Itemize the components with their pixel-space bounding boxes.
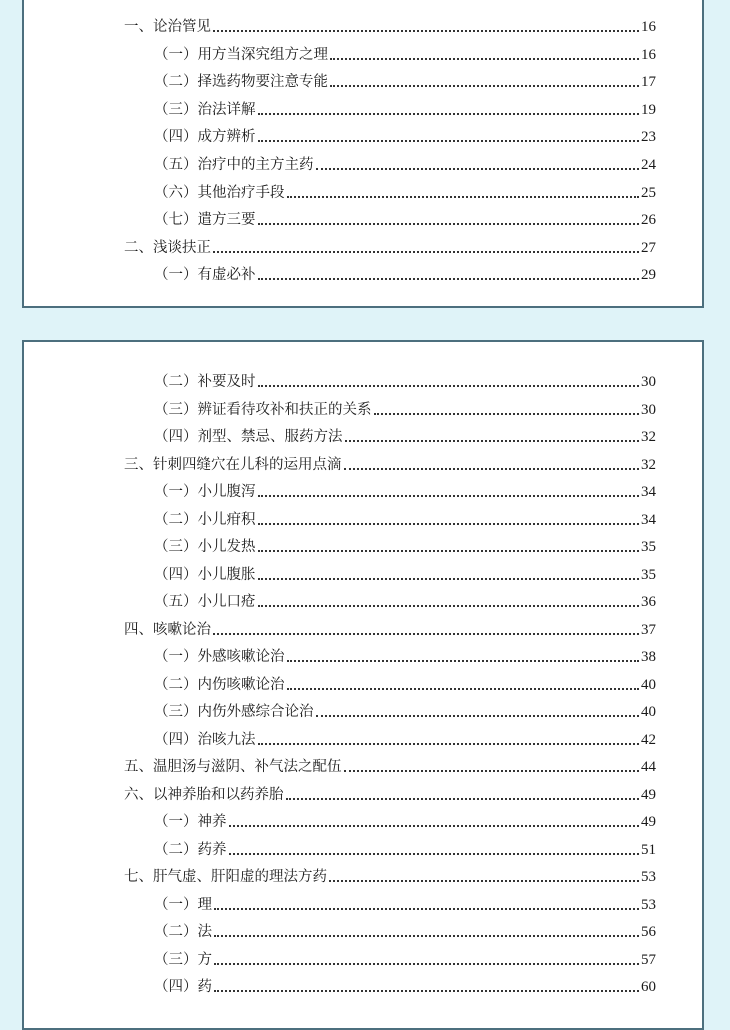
toc-entry-title: 五、温胆汤与滋阴、补气法之配伍 xyxy=(124,759,342,775)
toc-page-number: 19 xyxy=(641,101,656,118)
dot-leader xyxy=(258,495,640,497)
toc-section-entry xyxy=(154,152,656,174)
toc-section-entry xyxy=(154,424,656,446)
toc-entry-title: （一）外感咳嗽论治 xyxy=(154,649,285,665)
dot-leader xyxy=(344,770,640,772)
toc-page-number: 32 xyxy=(641,456,656,473)
toc-section-entry xyxy=(154,207,656,229)
toc-page-number: 35 xyxy=(641,539,656,555)
dot-leader xyxy=(287,688,640,690)
dot-leader xyxy=(214,990,639,992)
toc-page-number: 30 xyxy=(641,401,656,418)
dot-leader xyxy=(229,825,640,827)
toc-section-entry xyxy=(154,672,656,694)
toc-section-entry xyxy=(154,919,656,941)
toc-section-entry xyxy=(154,892,656,914)
toc-entry-title: （四）小儿腹胀 xyxy=(154,566,256,583)
dot-leader xyxy=(258,223,640,225)
toc-page-number: 24 xyxy=(641,157,656,173)
toc-section-entry xyxy=(154,479,656,501)
toc-entry-title: （三）内伤外感综合论治 xyxy=(154,704,314,720)
toc-entry-title: （四）治咳九法 xyxy=(154,731,256,748)
dot-leader xyxy=(229,853,640,855)
dot-leader xyxy=(214,963,639,965)
toc-section-entry xyxy=(154,644,656,666)
toc-chapter-entry xyxy=(124,864,656,886)
toc-section-entry xyxy=(154,837,656,859)
toc-page-number: 38 xyxy=(641,649,656,665)
toc-page-number: 40 xyxy=(641,676,656,693)
dot-leader xyxy=(258,140,640,142)
toc-section-entry xyxy=(154,809,656,831)
toc-page-number: 36 xyxy=(641,594,656,610)
dot-leader xyxy=(374,413,640,415)
toc-panel-top xyxy=(22,0,704,308)
dot-leader xyxy=(316,168,640,170)
toc-entry-title: （一）理 xyxy=(154,896,212,913)
toc-page-number: 53 xyxy=(641,896,656,913)
dot-leader xyxy=(329,880,639,882)
dot-leader xyxy=(258,278,640,280)
toc-page-number: 53 xyxy=(641,869,656,885)
toc-section-entry xyxy=(154,397,656,419)
toc-section-entry xyxy=(154,124,656,146)
toc-page-number: 42 xyxy=(641,731,656,748)
toc-page-number: 26 xyxy=(641,212,656,229)
dot-leader xyxy=(213,30,639,32)
toc-entry-title: （二）小儿疳积 xyxy=(154,511,256,528)
toc-section-entry xyxy=(154,974,656,996)
toc-section-entry xyxy=(154,69,656,91)
toc-section-entry xyxy=(154,727,656,749)
toc-chapter-entry xyxy=(124,235,656,257)
toc-page-number: 40 xyxy=(641,704,656,720)
dot-leader xyxy=(287,660,640,662)
toc-entry-title: （三）方 xyxy=(154,951,212,968)
dot-leader xyxy=(330,58,639,60)
toc-chapter-entry xyxy=(124,617,656,639)
toc-entry-title: （三）小儿发热 xyxy=(154,539,256,555)
toc-page-number: 49 xyxy=(641,814,656,830)
toc-entry-title: （四）药 xyxy=(154,979,212,995)
toc-entry-title: （七）遣方三要 xyxy=(154,212,256,229)
dot-leader xyxy=(214,908,639,910)
toc-entry-title: （一）有虚必补 xyxy=(154,267,256,284)
toc-chapter-entry xyxy=(124,14,656,36)
toc-entry-title: 三、针刺四缝穴在儿科的运用点滴 xyxy=(124,456,342,473)
toc-section-entry xyxy=(154,507,656,529)
toc-entry-title: 七、肝气虚、肝阳虚的理法方药 xyxy=(124,869,327,885)
toc-section-entry xyxy=(154,97,656,119)
toc-page-number: 30 xyxy=(641,374,656,390)
dot-leader xyxy=(316,715,640,717)
toc-page-number: 57 xyxy=(641,951,656,968)
dot-leader xyxy=(286,798,640,800)
toc-section-entry xyxy=(154,699,656,721)
dot-leader xyxy=(258,385,640,387)
dot-leader xyxy=(330,85,639,87)
toc-page-number: 16 xyxy=(641,19,656,35)
toc-entry-title: （四）成方辨析 xyxy=(154,129,256,146)
toc-entry-title: （六）其他治疗手段 xyxy=(154,184,285,201)
toc-entry-title: （五）治疗中的主方主药 xyxy=(154,157,314,173)
dot-leader xyxy=(213,251,639,253)
toc-page-number: 16 xyxy=(641,46,656,63)
toc-section-entry xyxy=(154,42,656,64)
toc-entry-title: （四）剂型、禁忌、服药方法 xyxy=(154,429,343,445)
dot-leader xyxy=(258,113,640,115)
toc-entry-title: （二）药养 xyxy=(154,841,227,858)
toc-page-number: 23 xyxy=(641,129,656,146)
dot-leader xyxy=(258,523,640,525)
toc-section-entry xyxy=(154,534,656,556)
toc-section-entry xyxy=(154,947,656,969)
toc-section-entry xyxy=(154,262,656,284)
dot-leader xyxy=(258,550,640,552)
toc-entry-title: （三）治法详解 xyxy=(154,101,256,118)
toc-entry-title: 一、论治管见 xyxy=(124,19,211,35)
toc-entry-title: 四、咳嗽论治 xyxy=(124,621,211,638)
toc-page-number: 44 xyxy=(641,759,656,775)
dot-leader xyxy=(345,440,640,442)
toc-page-number: 29 xyxy=(641,267,656,284)
toc-page-number: 35 xyxy=(641,566,656,583)
dot-leader xyxy=(213,633,639,635)
toc-entry-title: 六、以神养胎和以药养胎 xyxy=(124,786,284,803)
toc-entry-title: （一）用方当深究组方之理 xyxy=(154,46,328,63)
toc-entry-title: （一）小儿腹泻 xyxy=(154,484,256,500)
dot-leader xyxy=(258,743,640,745)
toc-page-number: 32 xyxy=(641,429,656,445)
toc-section-entry xyxy=(154,180,656,202)
toc-page-number: 37 xyxy=(641,621,656,638)
toc-page-number: 25 xyxy=(641,184,656,201)
dot-leader xyxy=(258,578,640,580)
toc-entry-title: （二）补要及时 xyxy=(154,374,256,390)
toc-entry-title: （二）择选药物要注意专能 xyxy=(154,74,328,91)
toc-section-entry xyxy=(154,369,656,391)
dot-leader xyxy=(214,935,639,937)
toc-section-entry xyxy=(154,562,656,584)
toc-entry-title: （一）神养 xyxy=(154,814,227,830)
toc-section-entry xyxy=(154,589,656,611)
toc-entry-title: （五）小儿口疮 xyxy=(154,594,256,610)
dot-leader xyxy=(344,468,640,470)
toc-entry-title: 二、浅谈扶正 xyxy=(124,239,211,256)
toc-page-number: 60 xyxy=(641,979,656,995)
dot-leader xyxy=(258,605,640,607)
toc-chapter-entry xyxy=(124,782,656,804)
toc-page-number: 51 xyxy=(641,841,656,858)
toc-page-number: 49 xyxy=(641,786,656,803)
dot-leader xyxy=(287,196,640,198)
toc-panel-bottom xyxy=(22,340,704,1030)
toc-entry-title: （二）内伤咳嗽论治 xyxy=(154,676,285,693)
toc-page-number: 34 xyxy=(641,511,656,528)
toc-page-number: 27 xyxy=(641,239,656,256)
toc-chapter-entry xyxy=(124,754,656,776)
toc-chapter-entry xyxy=(124,452,656,474)
toc-page-number: 17 xyxy=(641,74,656,91)
toc-entry-title: （三）辨证看待攻补和扶正的关系 xyxy=(154,401,372,418)
toc-entry-title: （二）法 xyxy=(154,924,212,940)
toc-page-number: 34 xyxy=(641,484,656,500)
toc-page-number: 56 xyxy=(641,924,656,940)
